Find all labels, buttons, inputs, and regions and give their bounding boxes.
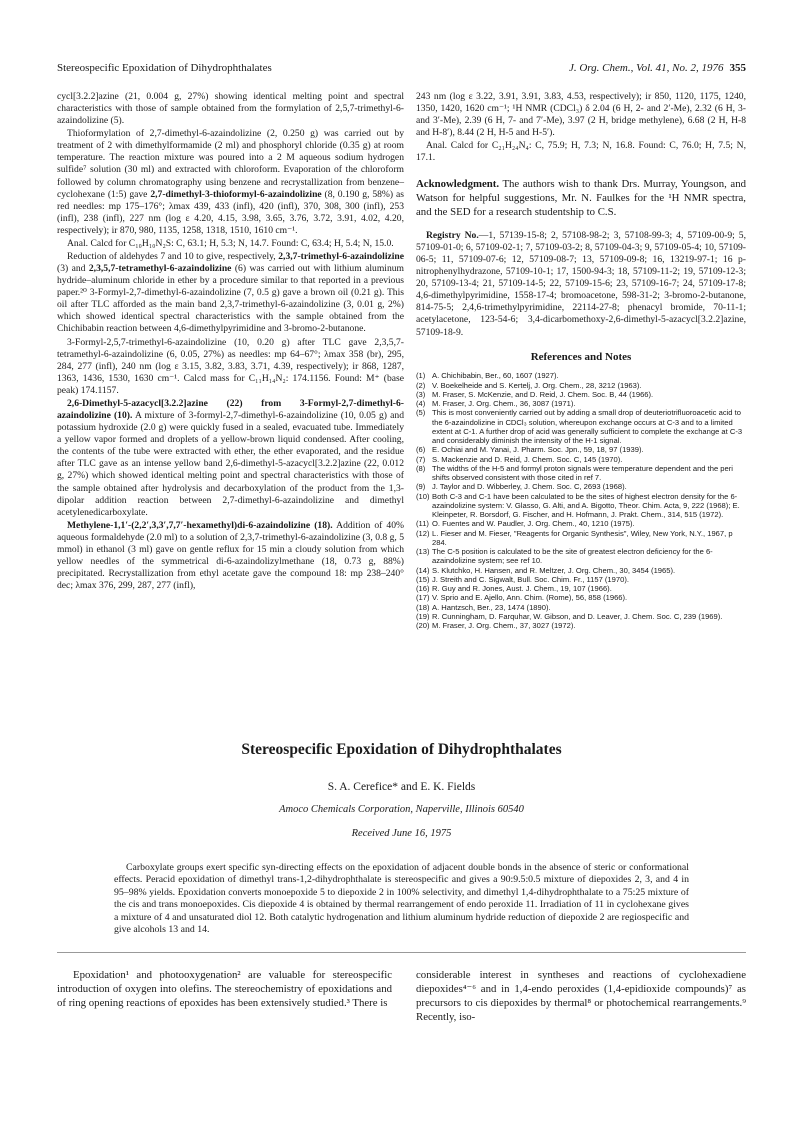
reference-item bbox=[416, 464, 746, 483]
paragraph bbox=[57, 520, 404, 592]
acknowledgment bbox=[416, 178, 746, 219]
reference-text: J. Streith and C. Sigwalt, Bull. Soc. Chim. Fr., 1157 (1970). bbox=[432, 574, 629, 584]
reference-item bbox=[416, 566, 746, 575]
reference-text: This is most conveniently carried out by adding a small drop of deuteriotrifluoroacetic acid to the 6-azaindolizine in CDCl₃ solution, whereupon exchange occurs at C-3 and to a limited extent at C-1. A further drop of acid was generally sufficient to complete the exchange at C-3 and considerably diminish the intensity of the H-1 signal. bbox=[432, 408, 743, 446]
reference-text: V. Boekelheide and S. Kertelj, J. Org. Chem., 28, 3212 (1963). bbox=[432, 380, 642, 390]
divider bbox=[57, 952, 746, 953]
reference-item bbox=[416, 529, 746, 548]
paragraph-text: Reduction of aldehydes 7 and 10 to give, respectively, bbox=[67, 251, 276, 263]
paragraph-text: Thioformylation of 2,7-dimethyl-6-azaindolizine (2, 0.250 g) was carried out by treatment of 2 with dimethylformamide (2 ml) and phosphoryl chloride (0.35 g) at room temperature. The reaction mixture was poured into a 2 M aqueous sodium hydrogen sulfide⁷ solution (30 ml) and extracted with chloroform. Evaporation of the chloroform followed by column chromatography using benzene and recrystallization from benzene–cyclohexane (1:5) gave bbox=[57, 128, 404, 200]
reference-number: (13) bbox=[416, 547, 430, 557]
reference-text: Both C-3 and C-1 have been calculated to be the sites of highest electron density for the 6-azaindolizine system: V. Glasso, G. Alti, and A. Bigotto, Theor. Chim. Acta, 9, 222 (1968); E. Kleinpeter, R. Borsdorf, G. Fischer, and H. Hofmann, J. Prakt. Chem., 314, 515 (1972). bbox=[432, 491, 740, 520]
journal-citation bbox=[569, 62, 746, 74]
running-title: Stereospecific Epoxidation of Dihydrophthalates bbox=[57, 62, 272, 74]
reference-number: (16) bbox=[416, 584, 430, 594]
acknowledgment-heading: Acknowledgment. bbox=[416, 178, 500, 191]
reference-number: (1) bbox=[416, 371, 426, 381]
paragraph bbox=[57, 251, 404, 336]
reference-item bbox=[416, 482, 746, 491]
reference-text: M. Fraser, J. Org. Chem., 36, 3087 (1971). bbox=[432, 399, 576, 409]
reference-text: M. Fraser, S. McKenzie, and D. Reid, J. Chem. Soc. B, 44 (1966). bbox=[432, 389, 654, 399]
paragraph: Anal. Calcd for C₂₁H₂₄N₄: C, 75.9; H, 7.3; N, 16.8. Found: C, 76.0; H, 7.5; N, 17.1. bbox=[416, 140, 746, 164]
reference-number: (7) bbox=[416, 454, 426, 464]
reference-item bbox=[416, 612, 746, 621]
reference-text: A. Chichibabin, Ber., 60, 1607 (1927). bbox=[432, 371, 559, 381]
reference-number: (12) bbox=[416, 528, 430, 538]
reference-number: (17) bbox=[416, 593, 430, 603]
reference-text: S. Mackenzie and D. Reid, J. Chem. Soc. C, 145 (1970). bbox=[432, 454, 623, 464]
right-column bbox=[416, 91, 746, 630]
reference-item bbox=[416, 445, 746, 454]
registry-heading: Registry No. bbox=[426, 229, 479, 241]
acknowledgment-text: The authors wish to thank Drs. Murray, Youngson, and Watson for helpful suggestions, Mr. N. Faulkes for the ¹H NMR spectra, and the SED for a research studentship to C.S. bbox=[416, 178, 746, 219]
paragraph bbox=[57, 128, 404, 237]
reference-number: (18) bbox=[416, 602, 430, 612]
reference-item bbox=[416, 455, 746, 464]
introduction-right: considerable interest in syntheses and reactions of cyclohexadiene diepoxides⁴⁻⁶ and in 1,4-endo peroxides (1,4-epidioxide compounds)⁷ as precursors to cis diepoxides by thermal⁸ or photochemical rearrangements.⁹ Recently, iso- bbox=[416, 969, 746, 1024]
paragraph: Anal. Calcd for C₁₀H₁₀N₂S: C, 63.1; H, 5.3; N, 14.7. Found: C, 63.4; H, 5.4; N, 15.0. bbox=[67, 237, 394, 249]
reference-item bbox=[416, 381, 746, 390]
reference-item bbox=[416, 390, 746, 399]
paragraph-text: (3) and bbox=[57, 263, 86, 275]
reference-number: (14) bbox=[416, 565, 430, 575]
reference-text: S. Klutchko, H. Hansen, and R. Meltzer, J. Org. Chem., 30, 3454 (1965). bbox=[432, 565, 676, 575]
registry-text: —1, 57139-15-8; 2, 57108-98-2; 3, 57108-99-3; 4, 57109-00-9; 5, 57109-01-0; 6, 57109-02-1; 7, 57109-03-2; 8, 57109-04-3; 9, 57109-05-4; 10, 57109-06-5; 11, 57109-07-6; 12, 57109-08-7; 13, 57109-09-8; 16, 13219-97-1; 16 p-nitrophenylhydrazone, 57109-10-1; 17, 1500-94-3; 18, 57109-11-2; 19, 57109-12-3; 20, 57109-13-4; 21, 57109-14-5; 22, 57109-15-6; 23, 57109-16-7; 24, 57109-17-8; 4,6-dimethylpyrimidine, 1558-17-4; bromoacetone, 598-31-2; 3-bromo-2-butanone, 814-75-5; 2,4,6-trimethylpyrimidine, 22114-27-8; phenacyl bromide, 70-11-1; acetylacetone, 123-54-6; 3,4-dicarbomethoxy-2,6-dimethyl-5-azacycl[3.2.2]azine, 57109-18-9. bbox=[416, 229, 746, 338]
article-title: Stereospecific Epoxidation of Dihydrophthalates bbox=[241, 741, 562, 758]
journal-name: J. Org. Chem., Vol. 41, No. 2, 1976 bbox=[568, 62, 724, 74]
introduction-left: Epoxidation¹ and photooxygenation² are valuable for stereospecific introduction of oxygen into olefins. The stereochemistry of epoxidations and of ring opening reactions of epoxides has been extensively studied.³ There is bbox=[57, 969, 392, 1010]
registry-numbers bbox=[416, 230, 746, 339]
paragraph: 3-Formyl-2,5,7-trimethyl-6-azaindolizine (10, 0.20 g) after TLC gave 2,3,5,7-tetramethyl-6-azaindolizine (6, 0.05, 27%) as needles: mp 64–67°; λmax 358 (br), 295, 284, 277 (infl), 240 nm (log ε 3.15, 3.82, 3.83, 3.71, 4.39, respectively); ir 868, 1287, 1363, 1436, 1530, 1630 cm⁻¹. Calcd mass for C₁₁H₁₄N₂: 174.1156. Found: M⁺ (base peak) 174.1157. bbox=[57, 336, 404, 396]
compound-name: 2,7-dimethyl-3-thioformyl-6-azaindolizine bbox=[150, 188, 322, 200]
reference-number: (2) bbox=[416, 380, 426, 390]
reference-item bbox=[416, 547, 746, 566]
reference-number: (20) bbox=[416, 621, 430, 631]
reference-item bbox=[416, 399, 746, 408]
paragraph-text: A mixture of 3-formyl-2,7-dimethyl-6-azaindolizine (10, 0.05 g) and potassium hydroxide (2.0 g) were quickly fused in a sealed, evacuated tube. Immediately a yellow vapor formed and droplets of a yellow-brown liquid condensed. After cooling, the contents of the tube were extracted with ether, the ether evaporated, and the residue after TLC gave as an intense yellow band 2,6-dimethyl-5-azacycl[3.2.2]azine (22, 0.012 g, 27%) which showed identical melting point and spectral characteristics with those of the sample obtained after hydrolysis and decarboxylation of the product from the 1,3-dipolar addition reaction between 2,7-dimethyl-6-azaindolizine and dimethyl acetylenedicarboxylate. bbox=[57, 410, 404, 518]
section-heading: 2,6-Dimethyl-5-azacycl[3.2.2]azine (22) from 3-Formyl-2,7-dimethyl-6-azaindolizine (10). bbox=[57, 397, 404, 422]
reference-text: The C-5 position is calculated to be the site of greatest electron deficiency for the 6-azaindolizine system; see ref 10. bbox=[432, 547, 713, 566]
references-heading: References and Notes bbox=[530, 350, 632, 363]
paragraph bbox=[57, 398, 404, 519]
compound-name: 2,3,7-trimethyl-6-azaindolizine bbox=[278, 251, 405, 263]
reference-item bbox=[416, 603, 746, 612]
reference-number: (6) bbox=[416, 445, 426, 455]
received-date: Received June 16, 1975 bbox=[351, 828, 452, 839]
reference-item bbox=[416, 584, 746, 593]
reference-item bbox=[416, 408, 746, 445]
affiliation: Amoco Chemicals Corporation, Naperville, Illinois 60540 bbox=[279, 804, 524, 815]
page-number: 355 bbox=[729, 62, 746, 74]
reference-text: The widths of the H-5 and formyl proton signals were temperature dependent and the peri shifts observed consistent with those cited in ref 7. bbox=[432, 463, 733, 483]
reference-text: A. Hantzsch, Ber., 23, 1474 (1890). bbox=[432, 602, 551, 612]
reference-number: (8) bbox=[416, 463, 426, 473]
reference-text: J. Taylor and D. Wibberley, J. Chem. Soc. C, 2693 (1968). bbox=[432, 482, 627, 492]
authors: S. A. Cerefice* and E. K. Fields bbox=[327, 781, 476, 793]
reference-number: (9) bbox=[416, 482, 426, 492]
reference-text: M. Fraser, J. Org. Chem., 37, 3027 (1972). bbox=[432, 621, 576, 631]
reference-number: (3) bbox=[416, 389, 426, 399]
paragraph-text: (6) was carried out with lithium aluminum hydride–aluminum chloride in ether by a procedure similar to that reported in a previous paper.²⁰ 3-Formyl-2,7-dimethyl-6-azaindolizine (7, 0.5 g) gave a brown oil (0.21 g). This oil after TLC afforded as the main band 2,3,7-trimethyl-6-azaindolizine (3, 0.01 g, 2%) which showed identical spectral characteristics with the sample obtained from the Chichibabin reaction between 4,6-dimethylpyrimidine and 3-bromo-2-butanone. bbox=[57, 263, 404, 335]
reference-item bbox=[416, 621, 746, 630]
left-column bbox=[57, 91, 404, 593]
reference-number: (10) bbox=[416, 491, 430, 501]
paragraph-text: Addition of 40% aqueous formaldehyde (2.0 ml) to a solution of 2,3,7-trimethyl-6-azaindolizine (3, 0.8 g, 5 mmol) in ethanol (3 ml) gave on gentle reflux for 15 min a cloudy solution from which yellow needles of the symmetrical di-6-azaindolizylmethane (18, 0.73 g, 88%) precipitated. Recrystallization from ethyl acetate gave the compound 18: mp 238–240° dec; λmax 376, 299, 287, 277 (infl), bbox=[57, 519, 404, 592]
abstract: Carboxylate groups exert specific syn-directing effects on the epoxidation of adjacent double bonds in the absence of steric or conformational effects. Peracid epoxidation of dimethyl trans-1,2-dihydrophthalate is stereospecific and gives a 90:9.5:0.5 mixture of diepoxides 2, 3, and 4 in 95–98% yields. Epoxidation converts monoepoxide 5 to diepoxide 2 in 100% selectivity, and dimethyl 1,4-dihydrophthalate to a 75:25 mixture of the cis and trans monoepoxides. Cis diepoxide 4 is obtained by thermal rearrangement of endo peroxide 11. Irradiation of 11 in cyclohexane gives a mixture of 4 and unsaturated diol 12. Both catalytic hydrogenation and lithium aluminum hydride reduction of diepoxide 2 are regiospecific and give alcohols 13 and 14. bbox=[114, 862, 689, 936]
reference-text: L. Fieser and M. Fieser, "Reagents for Organic Synthesis", Wiley, New York, N.Y., 1967, p 284. bbox=[432, 528, 733, 547]
reference-text: V. Sprio and E. Ajello, Ann. Chim. (Rome), 56, 858 (1966). bbox=[432, 593, 628, 603]
reference-text: E. Ochiai and M. Yanai, J. Pharm. Soc. Jpn., 59, 18, 97 (1939). bbox=[432, 445, 644, 455]
reference-number: (11) bbox=[416, 519, 429, 529]
reference-number: (19) bbox=[416, 611, 430, 621]
reference-number: (4) bbox=[416, 399, 426, 409]
reference-number: (15) bbox=[416, 574, 430, 584]
reference-number: (5) bbox=[416, 408, 426, 418]
reference-item bbox=[416, 519, 746, 528]
reference-text: O. Fuentes and W. Paudler, J. Org. Chem., 40, 1210 (1975). bbox=[432, 519, 635, 529]
reference-text: R. Guy and R. Jones, Aust. J. Chem., 19, 107 (1966). bbox=[432, 584, 612, 594]
reference-item bbox=[416, 575, 746, 584]
section-heading: Methylene-1,1′-(2,2′,3,3′,7,7′-hexamethyl)di-6-azaindolizine (18). bbox=[67, 519, 333, 531]
paragraph: 243 nm (log ε 3.22, 3.91, 3.91, 3.83, 4.53, respectively); ir 850, 1120, 1175, 1240, 1350, 1420, 1620 cm⁻¹; ¹H NMR (CDCl₃) δ 2.04 (6 H, 2- and 2′-Me), 2.32 (6 H, 3- and 3′-Me), 2.39 (6 H, 7- and 7′-Me), 3.97 (2 H, bridge methylene), 6.68 (2 H, H-8 and H-8′), 8.44 (2 H, H-5 and H-5′). bbox=[416, 91, 746, 139]
references-list bbox=[416, 371, 746, 630]
compound-name: 2,3,5,7-tetramethyl-6-azaindolizine bbox=[88, 263, 232, 275]
reference-text: R. Cunningham, D. Farquhar, W. Gibson, and D. Leaver, J. Chem. Soc. C, 239 (1969). bbox=[432, 611, 723, 621]
reference-item bbox=[416, 492, 746, 520]
reference-item bbox=[416, 593, 746, 602]
reference-item bbox=[416, 371, 746, 380]
paragraph-text: (8, 0.190 g, 58%) as red needles: mp 175–176°; λmax 439, 433 (infl), 420 (infl), 370, 308, 300 (infl), 253 (infl), 238 (infl), 227 nm (log ε 4.20, 4.15, 3.98, 3.65, 3.76, 3.72, 3.91, 4.02, 4.20, respectively); ir 870, 980, 1135, 1258, 1318, 1510, 1610 cm⁻¹. bbox=[57, 188, 404, 236]
paragraph: cycl[3.2.2]azine (21, 0.004 g, 27%) showing identical melting point and spectral characteristics with those of sample obtained from the formylation of 2,5,7-trimethyl-6-azaindolizine (5). bbox=[57, 91, 404, 127]
